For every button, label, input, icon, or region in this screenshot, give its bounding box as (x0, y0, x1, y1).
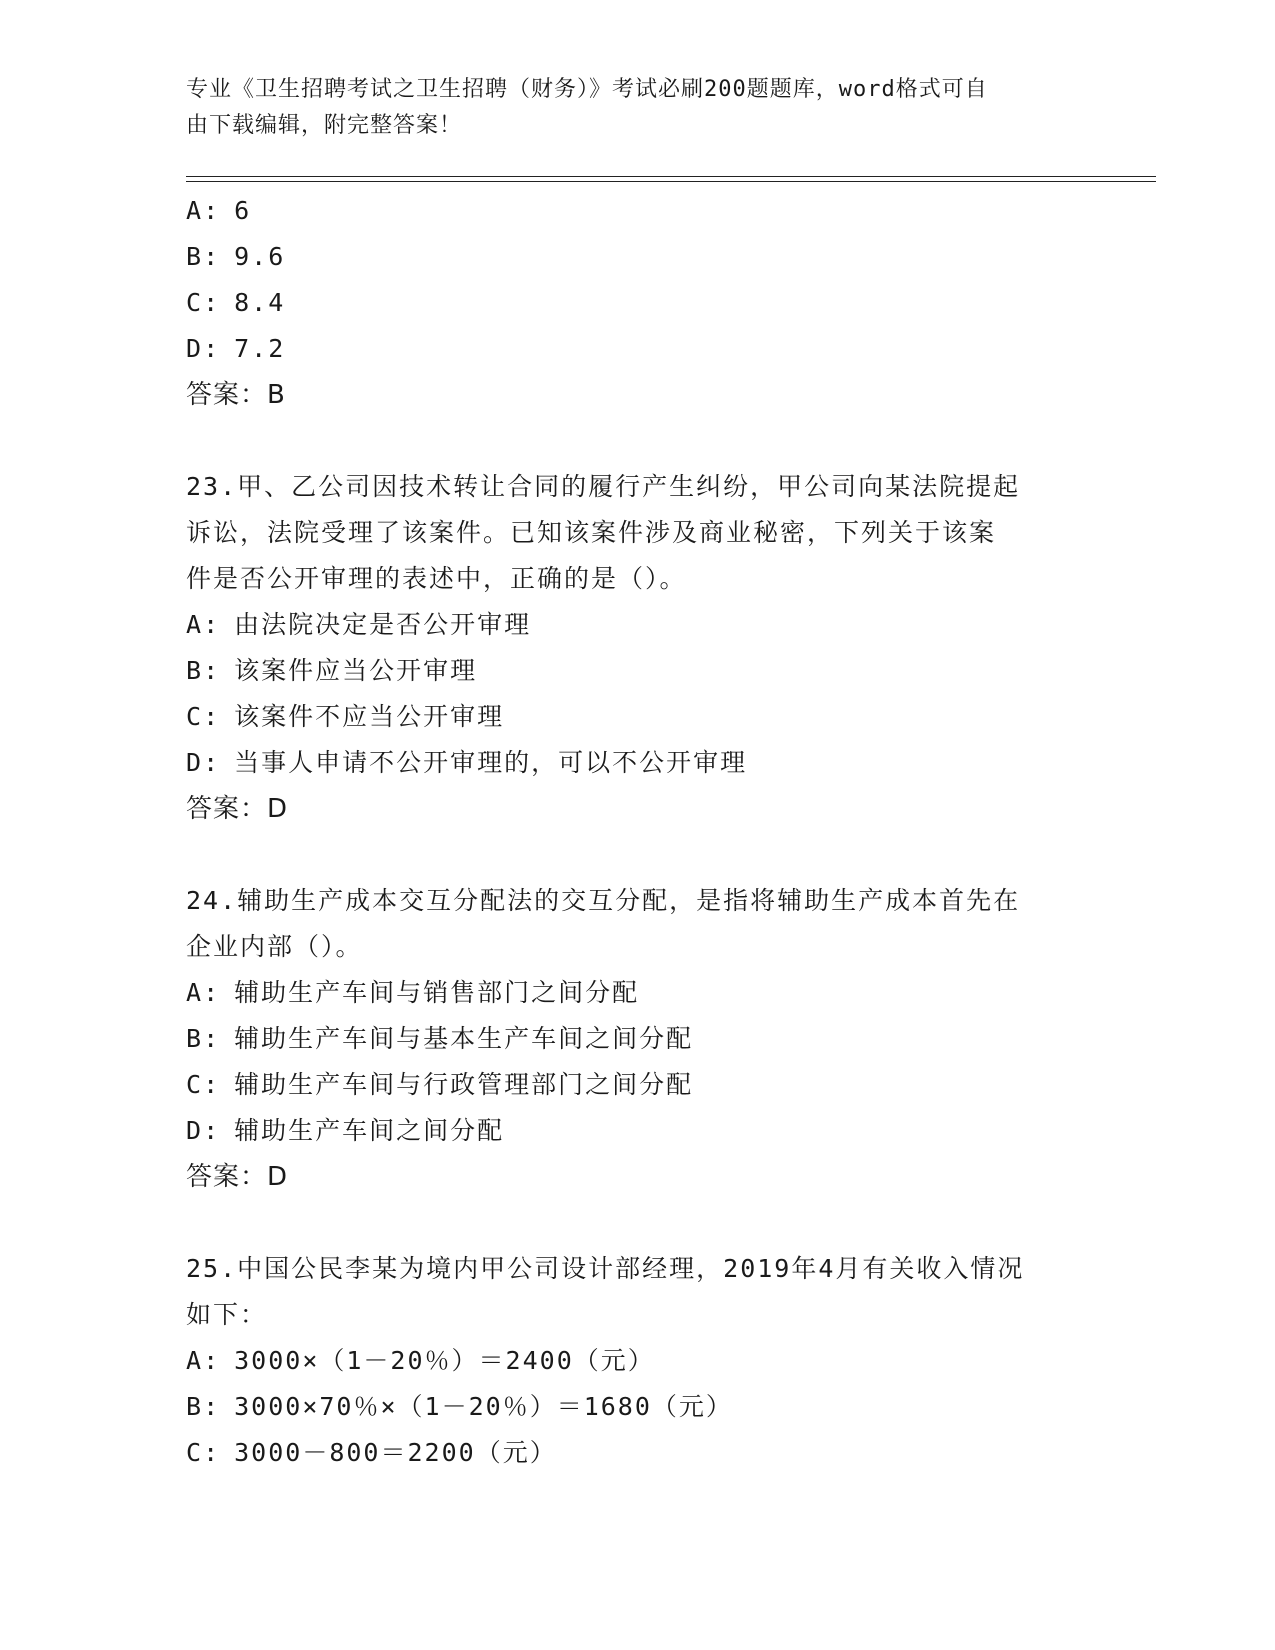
option-b: B: 辅助生产车间与基本生产车间之间分配 (186, 1024, 694, 1053)
header-line-2: 由下载编辑，附完整答案！ (186, 113, 463, 138)
stem-line: 23.甲、乙公司因技术转让合同的履行产生纠纷，甲公司向某法院提起 (186, 472, 1021, 501)
header-divider-bottom (186, 181, 1156, 182)
stem-line: 如下： (186, 1300, 268, 1329)
stem-line: 25.中国公民李某为境内甲公司设计部经理，2019年4月有关收入情况 (186, 1254, 1025, 1283)
question-stem (186, 464, 1086, 602)
document-header (186, 72, 1086, 144)
option-c: C: 辅助生产车间与行政管理部门之间分配 (186, 1070, 694, 1099)
option-a: A: 3000×（1－20％）＝2400（元） (186, 1346, 655, 1375)
question-22 (186, 188, 1086, 418)
spacer (186, 418, 1086, 464)
option-a: A: 由法院决定是否公开审理 (186, 610, 532, 639)
option-c: C: 8.4 (186, 288, 286, 317)
answer-line: 答案：D (186, 1162, 289, 1192)
question-23 (186, 464, 1086, 832)
stem-line: 24.辅助生产成本交互分配法的交互分配，是指将辅助生产成本首先在 (186, 886, 1021, 915)
question-stem (186, 1246, 1086, 1338)
option-d: D: 当事人申请不公开审理的，可以不公开审理 (186, 748, 748, 777)
answer-line: 答案：B (186, 380, 286, 410)
stem-line: 企业内部（）。 (186, 932, 363, 961)
option-b: B: 3000×70％×（1－20％）＝1680（元） (186, 1392, 733, 1421)
answer-line: 答案：D (186, 794, 289, 824)
option-d: D: 7.2 (186, 334, 286, 363)
spacer (186, 1200, 1086, 1246)
option-d: D: 辅助生产车间之间分配 (186, 1116, 505, 1145)
option-a: A: 辅助生产车间与销售部门之间分配 (186, 978, 640, 1007)
stem-line: 诉讼，法院受理了该案件。已知该案件涉及商业秘密，下列关于该案 (186, 518, 997, 547)
stem-line: 件是否公开审理的表述中，正确的是（）。 (186, 564, 687, 593)
spacer (186, 832, 1086, 878)
question-25 (186, 1246, 1086, 1476)
option-a: A: 6 (186, 196, 252, 225)
header-divider-top (186, 176, 1156, 177)
question-24 (186, 878, 1086, 1200)
question-content (186, 188, 1086, 1476)
option-c: C: 3000－800＝2200（元） (186, 1438, 557, 1467)
option-c: C: 该案件不应当公开审理 (186, 702, 505, 731)
option-b: B: 9.6 (186, 242, 286, 271)
header-line-1: 专业《卫生招聘考试之卫生招聘（财务）》考试必刷200题题库，word格式可自 (186, 77, 988, 102)
option-b: B: 该案件应当公开审理 (186, 656, 478, 685)
question-stem (186, 878, 1086, 970)
